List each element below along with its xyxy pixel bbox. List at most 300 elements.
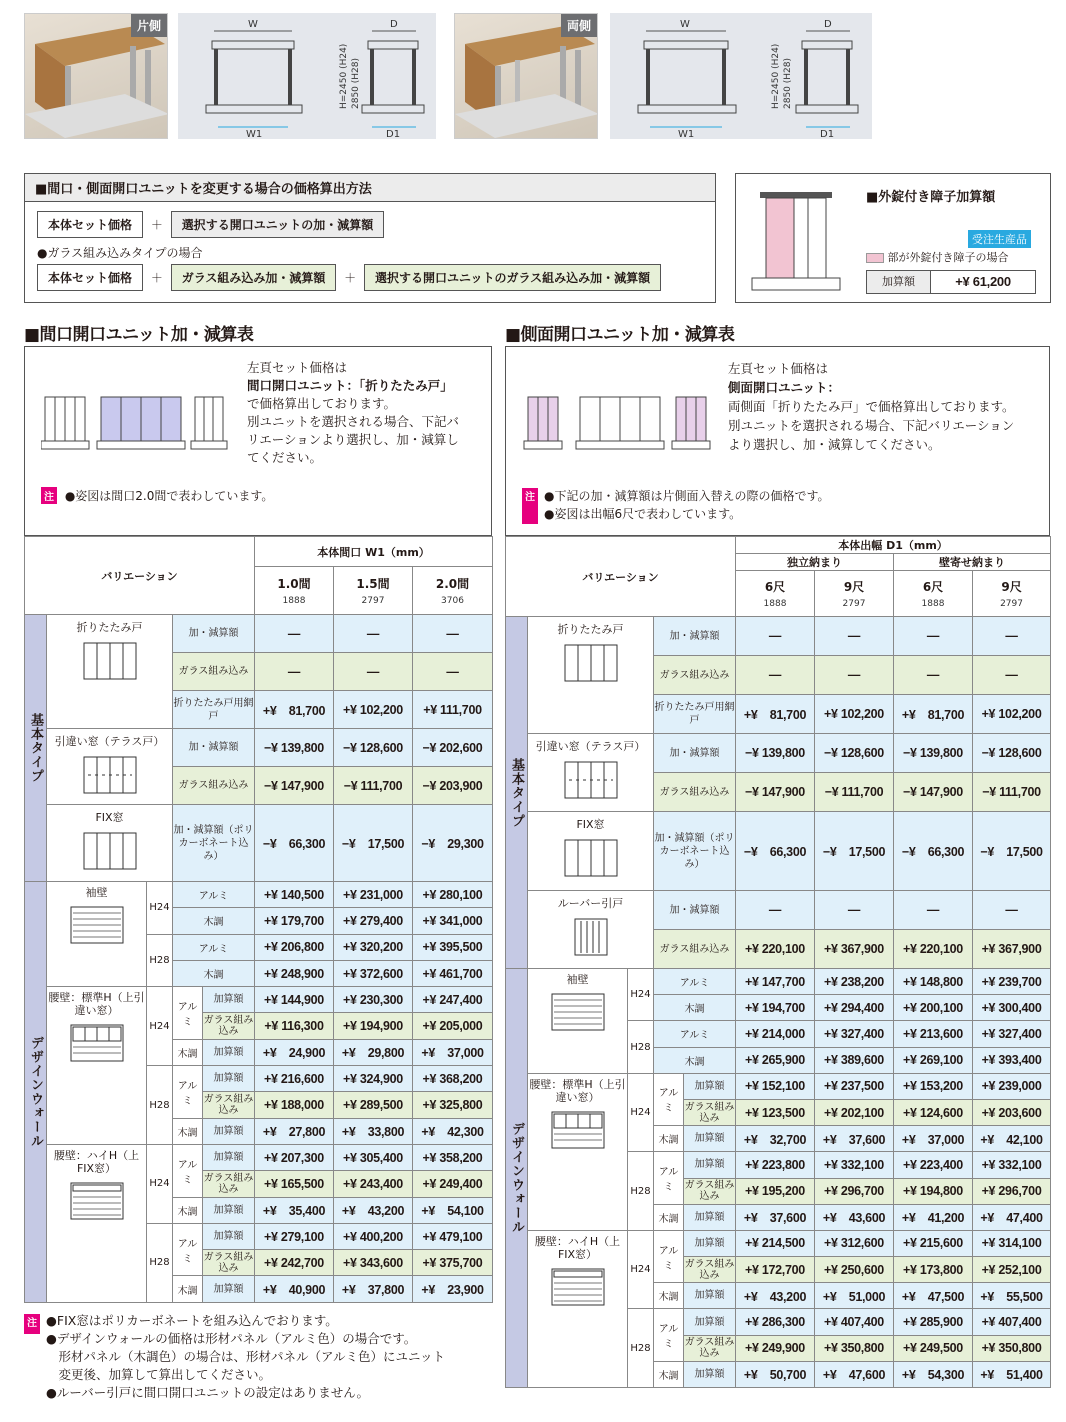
side-dprice-9-0: +¥ 37,600 bbox=[736, 1204, 815, 1230]
side-dprice-13-2: +¥ 285,900 bbox=[894, 1309, 973, 1335]
side-group-design: デザインウォール bbox=[506, 969, 528, 1388]
side-dprice-3-0: +¥ 265,900 bbox=[736, 1047, 815, 1073]
front-desc-1: 左頁セット価格は bbox=[247, 360, 348, 375]
side-height-2: H28 bbox=[628, 1021, 654, 1073]
front-desc-3: で価格算出しております。 bbox=[247, 396, 397, 411]
side-hdr-variation: バリエーション bbox=[506, 537, 736, 617]
order-badge: 受注生産品 bbox=[968, 230, 1031, 248]
side-dprice-7-2: +¥ 223,400 bbox=[894, 1152, 973, 1178]
side-dprice-10-1: +¥ 312,600 bbox=[815, 1230, 894, 1256]
side-material-13: アルミ bbox=[654, 1309, 684, 1361]
side-variation-6: ルーバー引戸 bbox=[528, 891, 654, 969]
front-dprice-9-0: +¥ 27,800 bbox=[255, 1118, 334, 1144]
dim-w-label: W bbox=[248, 19, 258, 30]
side-dprice-3-2: +¥ 269,100 bbox=[894, 1047, 973, 1073]
side-dprice-14-0: +¥ 249,900 bbox=[736, 1335, 815, 1361]
dimension-diagram-one-side bbox=[178, 13, 436, 139]
side-material-12: 木調 bbox=[654, 1283, 684, 1309]
base-price-pill-2: 本体セット価格 bbox=[37, 264, 143, 291]
side-dprice-0-3: +¥ 239,700 bbox=[973, 969, 1051, 995]
front-dprice-10-2: +¥ 358,200 bbox=[413, 1144, 493, 1170]
price-calc-title: ■間口・側面開口ユニットを変更する場合の価格算出方法 bbox=[25, 174, 715, 202]
side-price-1-3: — bbox=[973, 656, 1051, 695]
front-material-12: 木調 bbox=[173, 1197, 203, 1223]
front-dprice-2-2: +¥ 395,500 bbox=[413, 934, 493, 960]
front-dprice-11-2: +¥ 249,400 bbox=[413, 1171, 493, 1197]
front-foot-tag: 注 bbox=[24, 1314, 40, 1334]
side-dprice-13-3: +¥ 407,400 bbox=[973, 1309, 1051, 1335]
product-photo-both-sides bbox=[454, 13, 598, 139]
front-material-9: 木調 bbox=[173, 1118, 203, 1144]
side-dprice-1-2: +¥ 200,100 bbox=[894, 995, 973, 1021]
front-foot-3: 形材パネル（木調色）の場合は、形材パネル（アルミ色）にユニット bbox=[46, 1349, 446, 1364]
front-material-1: 木調 bbox=[173, 908, 255, 934]
front-dprice-12-1: +¥ 43,200 bbox=[334, 1197, 413, 1223]
front-group-design: デザインウォール bbox=[25, 882, 47, 1303]
side-material-0: アルミ bbox=[654, 969, 736, 995]
side-intro-box bbox=[505, 346, 1050, 536]
side-dprice-8-0: +¥ 195,200 bbox=[736, 1178, 815, 1204]
side-dprice-10-2: +¥ 215,600 bbox=[894, 1230, 973, 1256]
side-price-1-1: — bbox=[815, 656, 894, 695]
front-foot-4: 変更後、加算して算出してください。 bbox=[46, 1367, 272, 1382]
front-price-2-2: +¥ 111,700 bbox=[413, 691, 493, 729]
front-dtype-4: 加算額 bbox=[203, 987, 255, 1013]
side-dprice-12-1: +¥ 51,000 bbox=[815, 1283, 894, 1309]
side-material-6: 木調 bbox=[654, 1126, 684, 1152]
front-type-5: 加・減算額（ポリカーボネート込み） bbox=[173, 805, 255, 882]
side-price-2-1: +¥ 102,200 bbox=[815, 695, 894, 734]
side-desc-2: 側面開口ユニット： bbox=[728, 380, 841, 395]
side-dvariation-4: 腰壁：標準H（上引違い窓） bbox=[528, 1073, 628, 1230]
front-height-4: H24 bbox=[147, 987, 173, 1066]
front-dprice-1-0: +¥ 179,700 bbox=[255, 908, 334, 934]
side-height-10: H24 bbox=[628, 1230, 654, 1309]
front-foot-5: ●ルーバー引戸に間口開口ユニットの設定はありません。 bbox=[46, 1385, 370, 1400]
side-dprice-11-0: +¥ 172,700 bbox=[736, 1257, 815, 1283]
front-price-5-0: −¥ 66,300 bbox=[255, 805, 334, 882]
front-footnotes bbox=[24, 1312, 494, 1402]
dim-d1-label: D1 bbox=[386, 129, 401, 139]
dimension-diagram-both-sides bbox=[610, 13, 872, 139]
side-dprice-15-2: +¥ 54,300 bbox=[894, 1361, 973, 1387]
side-type-3: 加・減算額 bbox=[654, 734, 736, 773]
side-price-5-3: −¥ 17,500 bbox=[973, 812, 1051, 891]
side-price-0-1: — bbox=[815, 617, 894, 656]
side-price-2-3: +¥ 102,200 bbox=[973, 695, 1051, 734]
lock-price: +¥ 61,200 bbox=[955, 274, 1011, 289]
front-desc-2: 間口開口ユニット：「折りたたみ戸」 bbox=[247, 378, 453, 393]
side-material-10: アルミ bbox=[654, 1230, 684, 1282]
side-hdr-wall: 壁寄せ納まり bbox=[894, 554, 1051, 571]
front-dtype-11: ガラス組み込み bbox=[203, 1171, 255, 1197]
side-price-0-0: — bbox=[736, 617, 815, 656]
dim-h2-label-2: 2850 (H28) bbox=[783, 57, 793, 109]
side-dtype-14: ガラス組み込み bbox=[684, 1335, 736, 1361]
dimension-drawing-one-side bbox=[178, 13, 436, 139]
front-dprice-15-0: +¥ 40,900 bbox=[255, 1276, 334, 1302]
glass-add-pill: ガラス組み込み加・減算額 bbox=[171, 264, 337, 291]
side-dtype-10: 加算額 bbox=[684, 1230, 736, 1256]
front-price-0-2: — bbox=[413, 615, 493, 653]
price-calc-box bbox=[24, 173, 716, 303]
front-intro-box bbox=[24, 346, 492, 536]
side-dvariation-0: 袖壁 bbox=[528, 969, 628, 1074]
front-variation-3: 引違い窓（テラス戸） bbox=[47, 729, 173, 805]
unit-glass-add-pill: 選択する開口ユニットのガラス組み込み加・減算額 bbox=[364, 264, 661, 291]
side-variation-0: 折りたたみ戸 bbox=[528, 617, 654, 734]
front-dprice-15-1: +¥ 37,800 bbox=[334, 1276, 413, 1302]
side-dprice-5-2: +¥ 124,600 bbox=[894, 1099, 973, 1125]
side-note-1: ●下記の加・減算額は片側面入替えの際の価格です。 bbox=[544, 489, 830, 503]
front-material-4: アルミ bbox=[173, 987, 203, 1040]
side-dprice-14-3: +¥ 350,800 bbox=[973, 1335, 1051, 1361]
lock-legend: 部が外錠付き障子の場合 bbox=[887, 251, 1009, 264]
side-price-1-2: — bbox=[894, 656, 973, 695]
front-height-7: H28 bbox=[147, 1066, 173, 1145]
front-dprice-0-1: +¥ 231,000 bbox=[334, 882, 413, 908]
front-price-0-1: — bbox=[334, 615, 413, 653]
side-material-3: 木調 bbox=[654, 1047, 736, 1073]
side-dprice-15-3: +¥ 51,400 bbox=[973, 1361, 1051, 1387]
front-type-2: 折りたたみ戸用網戸 bbox=[173, 691, 255, 729]
front-dprice-12-2: +¥ 54,100 bbox=[413, 1197, 493, 1223]
tag-both-sides: 両側 bbox=[561, 14, 597, 37]
side-material-2: アルミ bbox=[654, 1021, 736, 1047]
dim-h-label: H=2450 (H24) bbox=[339, 43, 349, 109]
side-material-15: 木調 bbox=[654, 1361, 684, 1387]
front-material-0: アルミ bbox=[173, 882, 255, 908]
dimension-drawing-both-sides bbox=[610, 13, 872, 139]
side-type-0: 加・減算額 bbox=[654, 617, 736, 656]
side-price-5-2: −¥ 66,300 bbox=[894, 812, 973, 891]
front-dprice-7-0: +¥ 216,600 bbox=[255, 1066, 334, 1092]
front-dprice-7-1: +¥ 324,900 bbox=[334, 1066, 413, 1092]
front-type-3: 加・減算額 bbox=[173, 729, 255, 767]
front-type-4: ガラス組み込み bbox=[173, 767, 255, 805]
side-dprice-12-0: +¥ 43,200 bbox=[736, 1283, 815, 1309]
front-dprice-9-2: +¥ 42,300 bbox=[413, 1118, 493, 1144]
side-dprice-9-2: +¥ 41,200 bbox=[894, 1204, 973, 1230]
front-foot-2: ●デザインウォールの価格は形材パネル（アルミ色）の場合です。 bbox=[46, 1331, 417, 1346]
front-price-4-2: −¥ 203,900 bbox=[413, 767, 493, 805]
front-dprice-10-0: +¥ 207,300 bbox=[255, 1144, 334, 1170]
side-height-0: H24 bbox=[628, 969, 654, 1021]
side-desc-4: 別ユニットを選択される場合、下記バリエーション bbox=[728, 418, 1015, 433]
front-material-7: アルミ bbox=[173, 1066, 203, 1119]
side-height-13: H28 bbox=[628, 1309, 654, 1388]
side-dprice-4-2: +¥ 153,200 bbox=[894, 1073, 973, 1099]
front-dprice-13-0: +¥ 279,100 bbox=[255, 1223, 334, 1249]
front-dvariation-0: 袖壁 bbox=[47, 882, 147, 987]
side-note-tag: 注 bbox=[522, 488, 538, 524]
side-dprice-12-3: +¥ 55,500 bbox=[973, 1283, 1051, 1309]
front-height-0: H24 bbox=[147, 882, 173, 935]
front-material-10: アルミ bbox=[173, 1144, 203, 1197]
front-dprice-12-0: +¥ 35,400 bbox=[255, 1197, 334, 1223]
front-dprice-10-1: +¥ 305,400 bbox=[334, 1144, 413, 1170]
front-dprice-3-0: +¥ 248,900 bbox=[255, 960, 334, 986]
side-type-7: ガラス組み込み bbox=[654, 930, 736, 969]
side-dprice-15-1: +¥ 47,600 bbox=[815, 1361, 894, 1387]
side-dprice-0-2: +¥ 148,800 bbox=[894, 969, 973, 995]
front-dprice-11-1: +¥ 243,400 bbox=[334, 1171, 413, 1197]
dim-h2-label: 2850 (H28) bbox=[351, 57, 361, 109]
side-col-3: 6尺 1888 bbox=[894, 571, 973, 617]
lock-door-illustration bbox=[742, 182, 846, 298]
dim-d1-label-2: D1 bbox=[820, 129, 835, 139]
side-dprice-14-2: +¥ 249,500 bbox=[894, 1335, 973, 1361]
side-price-3-0: −¥ 139,800 bbox=[736, 734, 815, 773]
lock-title: ■外錠付き障子加算額 bbox=[866, 190, 996, 205]
side-material-1: 木調 bbox=[654, 995, 736, 1021]
side-type-4: ガラス組み込み bbox=[654, 773, 736, 812]
front-dprice-6-2: +¥ 37,000 bbox=[413, 1039, 493, 1065]
lock-price-label: 加算額 bbox=[867, 271, 931, 293]
side-dprice-13-0: +¥ 286,300 bbox=[736, 1309, 815, 1335]
front-dprice-4-0: +¥ 144,900 bbox=[255, 987, 334, 1013]
dim-w-label-2: W bbox=[680, 19, 690, 30]
front-dprice-6-0: +¥ 24,900 bbox=[255, 1039, 334, 1065]
side-col-2: 9尺 2797 bbox=[815, 571, 894, 617]
side-dprice-14-1: +¥ 350,800 bbox=[815, 1335, 894, 1361]
side-dprice-9-1: +¥ 43,600 bbox=[815, 1204, 894, 1230]
side-price-7-1: +¥ 367,900 bbox=[815, 930, 894, 969]
side-dprice-11-2: +¥ 173,800 bbox=[894, 1257, 973, 1283]
front-dprice-15-2: +¥ 23,900 bbox=[413, 1276, 493, 1302]
side-price-4-3: −¥ 111,700 bbox=[973, 773, 1051, 812]
side-dprice-13-1: +¥ 407,400 bbox=[815, 1309, 894, 1335]
front-section-title: ■間口開口ユニット加・減算表 bbox=[24, 325, 254, 345]
side-dprice-10-0: +¥ 214,500 bbox=[736, 1230, 815, 1256]
side-dprice-5-3: +¥ 203,600 bbox=[973, 1099, 1051, 1125]
dim-d-label: D bbox=[390, 19, 398, 30]
side-price-3-3: −¥ 128,600 bbox=[973, 734, 1051, 773]
lock-addon-box bbox=[735, 173, 1051, 303]
front-dprice-4-2: +¥ 247,400 bbox=[413, 987, 493, 1013]
front-dtype-7: 加算額 bbox=[203, 1066, 255, 1092]
product-photo-one-side bbox=[24, 13, 168, 139]
dim-h-label-2: H=2450 (H24) bbox=[771, 43, 781, 109]
base-price-pill: 本体セット価格 bbox=[37, 211, 143, 238]
side-dprice-6-1: +¥ 37,600 bbox=[815, 1126, 894, 1152]
side-dtype-6: 加算額 bbox=[684, 1126, 736, 1152]
front-type-0: 加・減算額 bbox=[173, 615, 255, 653]
front-dprice-0-2: +¥ 280,100 bbox=[413, 882, 493, 908]
front-dprice-8-0: +¥ 188,000 bbox=[255, 1092, 334, 1118]
front-price-2-0: +¥ 81,700 bbox=[255, 691, 334, 729]
plus-sign: ＋ bbox=[150, 218, 163, 232]
side-dprice-4-1: +¥ 237,500 bbox=[815, 1073, 894, 1099]
side-dprice-11-1: +¥ 250,600 bbox=[815, 1257, 894, 1283]
side-dprice-8-3: +¥ 296,700 bbox=[973, 1178, 1051, 1204]
side-dtype-8: ガラス組み込み bbox=[684, 1178, 736, 1204]
front-dvariation-10: 腰壁：ハイH（上FIX窓） bbox=[47, 1144, 147, 1302]
front-price-3-0: −¥ 139,800 bbox=[255, 729, 334, 767]
side-type-1: ガラス組み込み bbox=[654, 656, 736, 695]
tag-one-side: 片側 bbox=[131, 14, 167, 37]
side-hdr-depth: 本体出幅 D1（mm） bbox=[736, 537, 1051, 554]
dim-w1-label-2: W1 bbox=[678, 129, 695, 139]
front-dtype-10: 加算額 bbox=[203, 1144, 255, 1170]
side-price-5-0: −¥ 66,300 bbox=[736, 812, 815, 891]
side-dprice-7-0: +¥ 223,800 bbox=[736, 1152, 815, 1178]
side-dprice-4-0: +¥ 152,100 bbox=[736, 1073, 815, 1099]
side-dprice-7-1: +¥ 332,100 bbox=[815, 1152, 894, 1178]
side-dprice-6-3: +¥ 42,100 bbox=[973, 1126, 1051, 1152]
side-dtype-9: 加算額 bbox=[684, 1204, 736, 1230]
front-dprice-5-0: +¥ 116,300 bbox=[255, 1013, 334, 1039]
side-price-3-2: −¥ 139,800 bbox=[894, 734, 973, 773]
front-dvariation-4: 腰壁：標準H（上引違い窓） bbox=[47, 987, 147, 1145]
side-price-4-2: −¥ 147,900 bbox=[894, 773, 973, 812]
front-price-3-2: −¥ 202,600 bbox=[413, 729, 493, 767]
front-price-1-1: — bbox=[334, 653, 413, 691]
side-dtype-5: ガラス組み込み bbox=[684, 1099, 736, 1125]
side-dprice-9-3: +¥ 47,400 bbox=[973, 1204, 1051, 1230]
front-dprice-1-2: +¥ 341,000 bbox=[413, 908, 493, 934]
side-dprice-11-3: +¥ 252,100 bbox=[973, 1257, 1051, 1283]
side-hdr-standalone: 独立納まり bbox=[736, 554, 894, 571]
side-dprice-6-2: +¥ 37,000 bbox=[894, 1126, 973, 1152]
front-height-2: H28 bbox=[147, 934, 173, 987]
side-price-2-2: +¥ 81,700 bbox=[894, 695, 973, 734]
front-variation-5: FIX窓 bbox=[47, 805, 173, 882]
front-price-table bbox=[24, 536, 493, 1303]
front-material-13: アルミ bbox=[173, 1223, 203, 1276]
front-dprice-13-1: +¥ 400,200 bbox=[334, 1223, 413, 1249]
front-dtype-6: 加算額 bbox=[203, 1039, 255, 1065]
front-dtype-5: ガラス組み込み bbox=[203, 1013, 255, 1039]
side-price-4-1: −¥ 111,700 bbox=[815, 773, 894, 812]
front-foot-1: ●FIX窓はポリカーボネートを組み込んでおります。 bbox=[46, 1313, 338, 1328]
side-price-0-2: — bbox=[894, 617, 973, 656]
side-price-6-0: — bbox=[736, 891, 815, 930]
front-dtype-12: 加算額 bbox=[203, 1197, 255, 1223]
front-dprice-2-0: +¥ 206,800 bbox=[255, 934, 334, 960]
side-price-table bbox=[505, 536, 1051, 1388]
side-height-4: H24 bbox=[628, 1073, 654, 1152]
front-variation-0: 折りたたみ戸 bbox=[47, 615, 173, 729]
side-dtype-7: 加算額 bbox=[684, 1152, 736, 1178]
front-dprice-13-2: +¥ 479,100 bbox=[413, 1223, 493, 1249]
front-desc-4: 別ユニットを選択される場合、下記バ bbox=[247, 414, 460, 429]
side-price-7-3: +¥ 367,900 bbox=[973, 930, 1051, 969]
front-dtype-15: 加算額 bbox=[203, 1276, 255, 1302]
side-table-body bbox=[506, 617, 1051, 1388]
front-dtype-13: 加算額 bbox=[203, 1223, 255, 1249]
front-material-6: 木調 bbox=[173, 1039, 203, 1065]
front-note: ●姿図は間口2.0間で表わしています。 bbox=[64, 489, 274, 503]
front-price-3-1: −¥ 128,600 bbox=[334, 729, 413, 767]
side-dtype-11: ガラス組み込み bbox=[684, 1257, 736, 1283]
front-dtype-14: ガラス組み込み bbox=[203, 1250, 255, 1276]
side-dprice-1-1: +¥ 294,400 bbox=[815, 995, 894, 1021]
side-dprice-7-3: +¥ 332,100 bbox=[973, 1152, 1051, 1178]
side-dprice-6-0: +¥ 32,700 bbox=[736, 1126, 815, 1152]
side-type-6: 加・減算額 bbox=[654, 891, 736, 930]
front-material-2: アルミ bbox=[173, 934, 255, 960]
front-dprice-5-2: +¥ 205,000 bbox=[413, 1013, 493, 1039]
front-dprice-0-0: +¥ 140,500 bbox=[255, 882, 334, 908]
side-desc-1: 左頁セット価格は bbox=[728, 361, 829, 376]
front-col-1: 1.0間 1888 bbox=[255, 567, 334, 615]
side-dprice-8-2: +¥ 194,800 bbox=[894, 1178, 973, 1204]
front-price-5-1: −¥ 17,500 bbox=[334, 805, 413, 882]
front-dtype-8: ガラス組み込み bbox=[203, 1092, 255, 1118]
side-variation-3: 引違い窓（テラス戸） bbox=[528, 734, 654, 812]
front-hdr-width: 本体間口 W1（mm） bbox=[255, 537, 493, 567]
front-desc-5: リエーションより選択し、加・減算し bbox=[247, 432, 459, 447]
front-price-4-0: −¥ 147,900 bbox=[255, 767, 334, 805]
front-dprice-5-1: +¥ 194,900 bbox=[334, 1013, 413, 1039]
side-dprice-0-0: +¥ 147,700 bbox=[736, 969, 815, 995]
front-price-5-2: −¥ 29,300 bbox=[413, 805, 493, 882]
front-price-4-1: −¥ 111,700 bbox=[334, 767, 413, 805]
side-price-7-2: +¥ 220,100 bbox=[894, 930, 973, 969]
front-height-10: H24 bbox=[147, 1144, 173, 1223]
side-price-3-1: −¥ 128,600 bbox=[815, 734, 894, 773]
pink-swatch bbox=[866, 253, 884, 263]
side-dprice-2-0: +¥ 214,000 bbox=[736, 1021, 815, 1047]
front-price-1-0: — bbox=[255, 653, 334, 691]
side-desc-3: 両側面「折りたたみ戸」で価格算出しております。 bbox=[728, 399, 1015, 414]
side-dtype-13: 加算額 bbox=[684, 1309, 736, 1335]
side-desc-5: より選択し、加・減算してください。 bbox=[728, 437, 941, 452]
front-col-2: 1.5間 2797 bbox=[334, 567, 413, 615]
side-price-4-0: −¥ 147,900 bbox=[736, 773, 815, 812]
side-col-1: 6尺 1888 bbox=[736, 571, 815, 617]
side-dprice-15-0: +¥ 50,700 bbox=[736, 1361, 815, 1387]
side-dprice-3-3: +¥ 393,400 bbox=[973, 1047, 1051, 1073]
side-dprice-2-3: +¥ 327,400 bbox=[973, 1021, 1051, 1047]
front-dprice-3-2: +¥ 461,700 bbox=[413, 960, 493, 986]
front-dprice-9-1: +¥ 33,800 bbox=[334, 1118, 413, 1144]
front-table-body bbox=[25, 615, 493, 1303]
front-dprice-6-1: +¥ 29,800 bbox=[334, 1039, 413, 1065]
front-price-2-1: +¥ 102,200 bbox=[334, 691, 413, 729]
side-dprice-1-0: +¥ 194,700 bbox=[736, 995, 815, 1021]
front-group-basic: 基本タイプ bbox=[25, 615, 47, 882]
side-dprice-5-1: +¥ 202,100 bbox=[815, 1099, 894, 1125]
side-dprice-4-3: +¥ 239,000 bbox=[973, 1073, 1051, 1099]
side-material-9: 木調 bbox=[654, 1204, 684, 1230]
side-section-title: ■側面開口ユニット加・減算表 bbox=[505, 325, 735, 345]
side-dprice-2-2: +¥ 213,600 bbox=[894, 1021, 973, 1047]
side-price-7-0: +¥ 220,100 bbox=[736, 930, 815, 969]
side-dprice-2-1: +¥ 327,400 bbox=[815, 1021, 894, 1047]
side-material-4: アルミ bbox=[654, 1073, 684, 1125]
side-dprice-8-1: +¥ 296,700 bbox=[815, 1178, 894, 1204]
side-dvariation-10: 腰壁：ハイH（上FIX窓） bbox=[528, 1230, 628, 1387]
front-dprice-11-0: +¥ 165,500 bbox=[255, 1171, 334, 1197]
glass-heading: ●ガラス組み込みタイプの場合 bbox=[37, 246, 203, 260]
front-dprice-3-1: +¥ 372,600 bbox=[334, 960, 413, 986]
side-dprice-1-3: +¥ 300,400 bbox=[973, 995, 1051, 1021]
side-dprice-5-0: +¥ 123,500 bbox=[736, 1099, 815, 1125]
front-dprice-1-1: +¥ 279,400 bbox=[334, 908, 413, 934]
front-price-1-2: — bbox=[413, 653, 493, 691]
front-height-13: H28 bbox=[147, 1223, 173, 1302]
side-dprice-10-3: +¥ 314,100 bbox=[973, 1230, 1051, 1256]
dim-w1-label: W1 bbox=[246, 129, 263, 139]
plus-sign-3: ＋ bbox=[344, 271, 357, 285]
plus-sign-2: ＋ bbox=[150, 271, 163, 285]
side-type-5: 加・減算額（ポリカーボネート込み） bbox=[654, 812, 736, 891]
side-dprice-0-1: +¥ 238,200 bbox=[815, 969, 894, 995]
side-price-6-1: — bbox=[815, 891, 894, 930]
side-unit-illustrations bbox=[522, 389, 722, 455]
